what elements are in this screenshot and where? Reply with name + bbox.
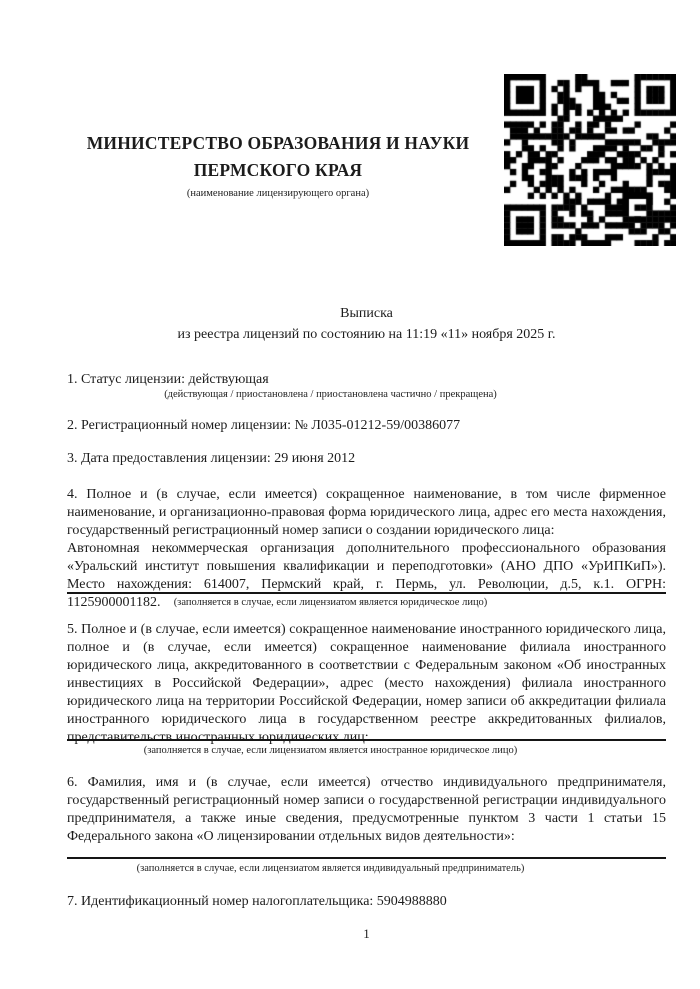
- field-foreign-entity: [67, 621, 666, 747]
- licensing-authority-header: [67, 130, 489, 200]
- field-taxpayer-number: 7. Идентификационный номер налогоплательщика: 5904988880: [67, 894, 447, 909]
- field-individual-entrepreneur: [67, 774, 666, 846]
- separator-line-individual: [67, 857, 666, 859]
- ministry-name-line2: ПЕРМСКОГО КРАЯ: [193, 160, 363, 180]
- licensing-authority-caption: (наименование лицензирующего органа): [186, 188, 370, 199]
- separator-line-legal-entity: [67, 592, 666, 594]
- individual-entrepreneur-caption: (заполняется в случае, если лицензиатом является индивидуальный предприниматель): [136, 863, 525, 874]
- license-status-caption: (действующая / приостановлена / приостановлена частично / прекращена): [164, 389, 497, 400]
- field-registration-number: 2. Регистрационный номер лицензии: № Л035-01212-59/00386077: [67, 418, 461, 433]
- field-grant-date: 3. Дата предоставления лицензии: 29 июня 2012: [67, 451, 356, 466]
- ministry-name-line1: МИНИСТЕРСТВО ОБРАЗОВАНИЯ И НАУКИ: [86, 133, 470, 153]
- page-number: 1: [363, 926, 370, 941]
- foreign-entity-label: 5. Полное и (в случае, если имеется) сокращенное наименование иностранного юридического лица, полное и (в случае, если имеется) сокращенное наименование филиала иностранного юридического лица, аккредитованного в соответствии с Федеральным законом «Об иностранных инвестициях в Российской Федерации», адрес (место нахождения) филиала иностранного юридического лица на территории Российской Федерации, номер записи об аккредитации филиала иностранного юридического лица в государственном реестре аккредитованных филиалов, представительств иностранных юридических лиц:: [67, 622, 666, 745]
- field-license-status: 1. Статус лицензии: действующая: [67, 372, 269, 387]
- legal-entity-value: Автономная некоммерческая организация дополнительного профессионального образования «Уральский институт повышения квалификации и переподготовки» (АНО ДПО «УрИПКиП»). Место нахождения: 614007, Пермский край, г. Пермь, ул. Революции, д.5, к.1. ОГРН: 1125900001182.: [67, 541, 666, 610]
- extract-date-line: из реестра лицензий по состоянию на 11:19 «11» ноября 2025 г.: [177, 327, 556, 342]
- individual-entrepreneur-label: 6. Фамилия, имя и (в случае, если имеется) отчество индивидуального предпринимателя, государственный регистрационный номер записи о государственной регистрации индивидуального предпринимателя, а также иные сведения, предусмотренные пунктом 3 части 1 статьи 15 Федерального закона «О лицензировании отдельных видов деятельности»:: [67, 775, 666, 844]
- extract-title-block: [67, 303, 666, 345]
- qr-code-icon: [504, 74, 676, 246]
- extract-title: Выписка: [340, 306, 393, 321]
- separator-line-foreign-entity: [67, 739, 666, 741]
- legal-entity-caption: (заполняется в случае, если лицензиатом является юридическое лицо): [173, 597, 488, 608]
- foreign-entity-caption: (заполняется в случае, если лицензиатом является иностранное юридическое лицо): [143, 745, 518, 756]
- legal-entity-label: 4. Полное и (в случае, если имеется) сокращенное наименование, в том числе фирменное наименование, и организационно-правовая форма юридического лица, адрес его места нахождения, государственный регистрационный номер записи о создании юридического лица:: [67, 487, 666, 538]
